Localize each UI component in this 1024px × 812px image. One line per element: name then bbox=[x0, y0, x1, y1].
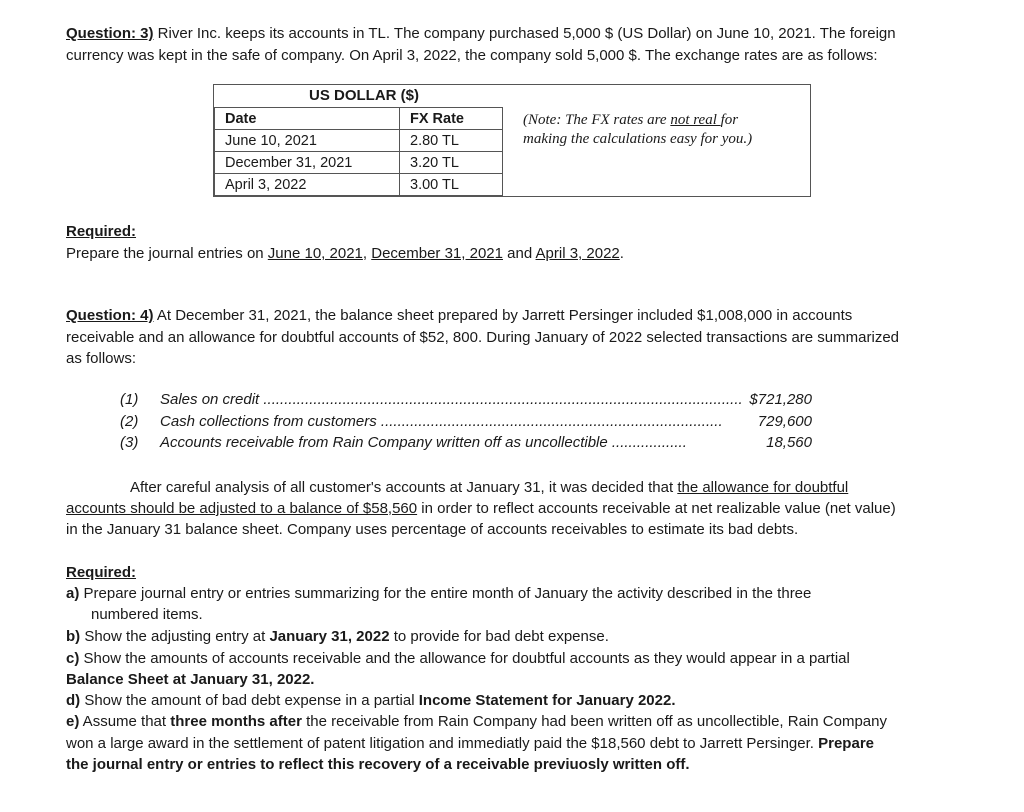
req-letter: b) bbox=[66, 628, 81, 645]
fx-note-text: for bbox=[720, 112, 739, 128]
q3-sep: , bbox=[362, 245, 372, 262]
req-text: the receivable from Rain Company had been written off as uncollectible, Rain Company bbox=[301, 713, 887, 730]
fx-rate-cell: 3.00 TL bbox=[400, 174, 503, 196]
tx-number: (1) bbox=[120, 391, 139, 408]
fx-note-text: (Note: The FX rates are bbox=[523, 112, 671, 128]
req-bold: three months after bbox=[170, 713, 302, 730]
req-text: Show the amount of bad debt expense in a partial bbox=[80, 692, 419, 709]
q3-end: . bbox=[619, 245, 624, 262]
fx-header-row bbox=[215, 108, 503, 130]
fx-date-cell: December 31, 2021 bbox=[215, 152, 400, 174]
tx-amount: $721,280 bbox=[749, 391, 812, 408]
q3-date-1: June 10, 2021 bbox=[267, 245, 363, 262]
q4-paragraph-line1 bbox=[66, 305, 852, 326]
req-text: won a large award in the settlement of patent litigation and immediatly paid the $18,560 debt to Jarrett Persinger. bbox=[66, 735, 819, 752]
tx-desc: Sales on credit bbox=[160, 391, 264, 408]
req-text: Show the amounts of accounts receivable and the allowance for doubtful accounts as they would appear in a partial bbox=[79, 650, 850, 667]
fx-note-underline: not real bbox=[670, 112, 721, 128]
q4-analysis-line3: in the January 31 balance sheet. Company uses percentage of accounts receivables to estimate its bad debts. bbox=[66, 521, 799, 538]
q4-paragraph-line3: as follows: bbox=[66, 350, 137, 367]
req-bold: Income Statement for January 2022. bbox=[418, 692, 676, 709]
req-item-a-cont: numbered items. bbox=[91, 606, 203, 623]
fx-table-title: US DOLLAR ($) bbox=[309, 87, 419, 104]
table-row bbox=[215, 174, 503, 196]
req-bold: Prepare bbox=[818, 735, 874, 752]
tx-desc: Cash collections from customers bbox=[160, 413, 381, 430]
req-letter: e) bbox=[66, 713, 80, 730]
fx-rate-box bbox=[213, 84, 811, 197]
analysis-underline: accounts should be adjusted to a balance of $58,560 bbox=[66, 500, 418, 517]
tx-leader: .................................................................................. bbox=[380, 413, 723, 430]
req-item-e-cont2: the journal entry or entries to reflect this recovery of a receivable previuosly written off. bbox=[66, 756, 690, 773]
q3-text-1: River Inc. keeps its accounts in TL. The company purchased 5,000 $ (US Dollar) on June 10, 2021. The foreign bbox=[153, 25, 896, 42]
fx-col-rate: FX Rate bbox=[400, 108, 503, 130]
tx-number: (2) bbox=[120, 413, 139, 430]
fx-rate-cell: 3.20 TL bbox=[400, 152, 503, 174]
req-text: Assume that bbox=[79, 713, 171, 730]
q3-sep: and bbox=[502, 245, 536, 262]
req-bold: January 31, 2022 bbox=[269, 628, 390, 645]
list-item bbox=[120, 391, 743, 408]
tx-leader: .................. bbox=[611, 434, 687, 451]
q4-analysis-line1 bbox=[130, 477, 848, 498]
q4-paragraph-line2: receivable and an allowance for doubtful accounts of $52, 800. During January of 2022 selected transactions are summarized bbox=[66, 329, 899, 346]
req-item-e-cont bbox=[66, 733, 874, 754]
list-item bbox=[120, 434, 687, 451]
q4-analysis-line2 bbox=[66, 498, 896, 519]
list-item bbox=[120, 413, 723, 430]
q4-label: Question: 4) bbox=[66, 307, 154, 324]
q4-text-1: At December 31, 2021, the balance sheet prepared by Jarrett Persinger included $1,008,000 in accounts bbox=[153, 307, 853, 324]
req-item-a bbox=[66, 583, 811, 604]
fx-note bbox=[523, 111, 803, 149]
tx-number: (3) bbox=[120, 434, 139, 451]
q3-required-prefix: Prepare the journal entries on bbox=[66, 245, 268, 262]
fx-note-text: making the calculations easy for you.) bbox=[523, 131, 753, 147]
req-item-b bbox=[66, 626, 609, 647]
req-text: Show the adjusting entry at bbox=[80, 628, 270, 645]
fx-date-cell: April 3, 2022 bbox=[215, 174, 400, 196]
analysis-underline: the allowance for doubtful bbox=[677, 479, 849, 496]
fx-date-cell: June 10, 2021 bbox=[215, 130, 400, 152]
req-item-d bbox=[66, 690, 676, 711]
q3-required-text bbox=[66, 243, 624, 264]
req-item-e bbox=[66, 711, 887, 732]
q3-paragraph-line2: currency was kept in the safe of company. On April 3, 2022, the company sold 5,000 $. The exchange rates are as follows: bbox=[66, 47, 878, 64]
req-text: Prepare journal entry or entries summarizing for the entire month of January the activity described in the three bbox=[79, 585, 812, 602]
analysis-text: After careful analysis of all customer's accounts at January 31, it was decided that bbox=[130, 479, 678, 496]
fx-rate-cell: 2.80 TL bbox=[400, 130, 503, 152]
tx-amount: 729,600 bbox=[757, 413, 812, 430]
table-row bbox=[215, 130, 503, 152]
req-letter: d) bbox=[66, 692, 81, 709]
req-item-c bbox=[66, 648, 850, 669]
q3-required-label: Required: bbox=[66, 223, 137, 240]
tx-leader: ................................................................................................................... bbox=[263, 391, 743, 408]
q3-paragraph-line1 bbox=[66, 23, 896, 44]
q4-required-label: Required: bbox=[66, 564, 137, 581]
req-letter: c) bbox=[66, 650, 80, 667]
q3-label: Question: 3) bbox=[66, 25, 154, 42]
analysis-text: in order to reflect accounts receivable at net realizable value (net value) bbox=[417, 500, 896, 517]
req-letter: a) bbox=[66, 585, 80, 602]
q3-date-2: December 31, 2021 bbox=[371, 245, 503, 262]
req-item-c-cont: Balance Sheet at January 31, 2022. bbox=[66, 671, 315, 688]
q3-date-3: April 3, 2022 bbox=[535, 245, 620, 262]
fx-col-date: Date bbox=[215, 108, 400, 130]
tx-amount: 18,560 bbox=[766, 434, 812, 451]
table-row bbox=[215, 152, 503, 174]
fx-rate-table bbox=[214, 107, 503, 196]
tx-desc: Accounts receivable from Rain Company written off as uncollectible bbox=[160, 434, 612, 451]
req-text: to provide for bad debt expense. bbox=[389, 628, 609, 645]
